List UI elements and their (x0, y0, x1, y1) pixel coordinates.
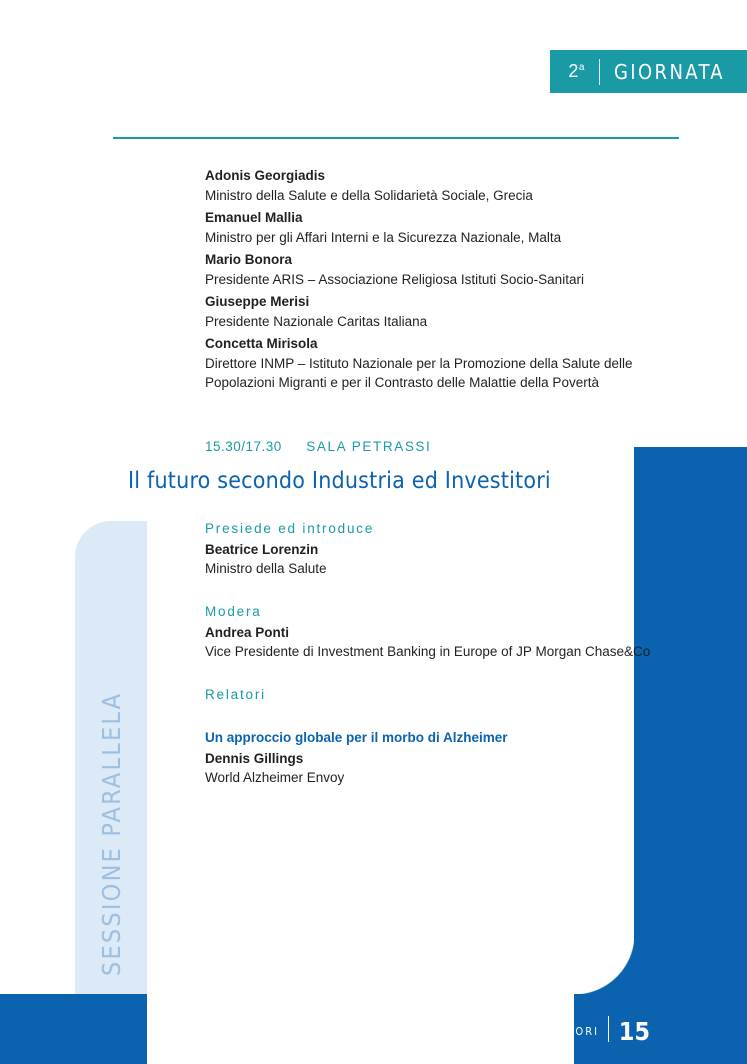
person-name: Dennis Gillings (205, 751, 304, 766)
person-name: Andrea Ponti (205, 625, 290, 640)
speaker-name: Emanuel Mallia (205, 210, 303, 225)
speaker-role: Presidente Nazionale Caritas Italiana (205, 314, 428, 329)
block-presiede (205, 521, 685, 578)
speaker-name: Concetta Mirisola (205, 336, 318, 351)
person-role: Ministro della Salute (205, 561, 327, 576)
session-room: SALA PETRASSI (306, 439, 432, 454)
list-item (205, 334, 675, 392)
list-item (205, 250, 675, 289)
session-header (205, 438, 725, 456)
block-relatori (205, 687, 685, 787)
block-label: Relatori (205, 687, 266, 702)
speaker-name: Adonis Georgiadis (205, 168, 326, 183)
session-type-label: SESSIONE PARALLELA (96, 691, 126, 976)
list-item (205, 166, 675, 205)
block-modera (205, 604, 685, 661)
speaker-name: Giuseppe Merisi (205, 294, 310, 309)
speaker-list (205, 166, 675, 395)
speaker-role: Ministro per gli Affari Interni e la Sicurezza Nazionale, Malta (205, 230, 562, 245)
footer-divider (608, 1016, 609, 1042)
right-panel-curve (574, 934, 634, 994)
day-word: GIORNATA (613, 59, 725, 84)
person-name: Beatrice Lorenzin (205, 542, 319, 557)
day-number: 2$^a$ (568, 61, 585, 81)
speaker-role: Direttore INMP – Istituto Nazionale per la Promozione della Salute delle Popolazioni Migranti e per il Contrasto delle Malattie della Povertà (205, 356, 633, 390)
session-type-tab (75, 521, 147, 994)
talk-title: Un approccio globale per il morbo di Alzheimer (205, 730, 508, 745)
person-role: World Alzheimer Envoy (205, 770, 345, 785)
block-label: Presiede ed introduce (205, 521, 375, 536)
list-item (205, 292, 675, 331)
block-label: Modera (205, 604, 262, 619)
speaker-name: Mario Bonora (205, 252, 293, 267)
session-time: 15.30/17.30 (205, 439, 282, 454)
left-blue-bar (0, 994, 147, 1064)
header-rule (113, 137, 679, 139)
day-badge (550, 50, 747, 93)
person-role: Vice Presidente di Investment Banking in Europe of JP Morgan Chase&Co (205, 644, 651, 659)
page-number: 15 (618, 1017, 650, 1046)
speaker-role: Ministro della Salute e della Solidarietà Sociale, Grecia (205, 188, 533, 203)
day-ordinal: a (578, 62, 585, 73)
session-title: Il futuro secondo Industria ed Investitori (128, 468, 551, 494)
footer-label: PROGRAMMA DEI LAVORI (434, 1025, 599, 1038)
badge-divider (599, 59, 600, 85)
list-item (205, 208, 675, 247)
speaker-role: Presidente ARIS – Associazione Religiosa Istituti Socio-Sanitari (205, 272, 584, 287)
